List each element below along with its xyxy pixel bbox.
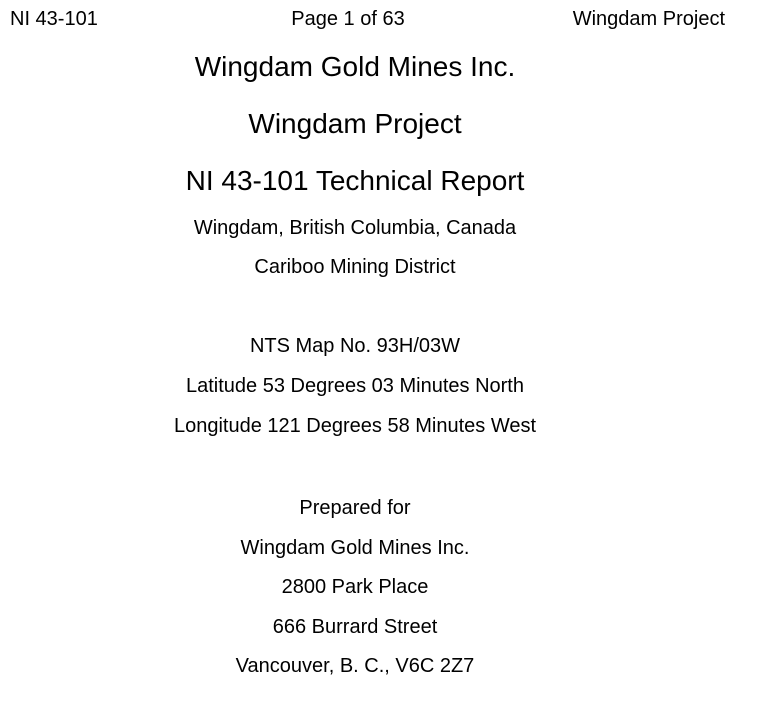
address-street: 666 Burrard Street (272, 616, 438, 638)
location-place: Wingdam, British Columbia, Canada (193, 217, 517, 239)
nts-map-number: NTS Map No. 93H/03W (249, 335, 461, 357)
location-mining-district: Cariboo Mining District (254, 256, 456, 278)
header-page-number: Page 1 of 63 (291, 8, 405, 30)
title-company-name: Wingdam Gold Mines Inc. (194, 51, 516, 82)
latitude-line: Latitude 53 Degrees 03 Minutes North (186, 375, 524, 397)
address-city-postal: Vancouver, B. C., V6C 2Z7 (235, 655, 475, 677)
address-suite: 2800 Park Place (281, 576, 429, 598)
title-project-name: Wingdam Project (248, 108, 462, 139)
prepared-for-heading: Prepared for (299, 497, 411, 519)
title-report-type: NI 43-101 Technical Report (185, 165, 525, 196)
header-project-name: Wingdam Project (572, 8, 725, 30)
prepared-for-company: Wingdam Gold Mines Inc. (240, 537, 470, 559)
longitude-line: Longitude 121 Degrees 58 Minutes West (173, 415, 537, 437)
header-document-code: NI 43-101 (10, 8, 98, 30)
